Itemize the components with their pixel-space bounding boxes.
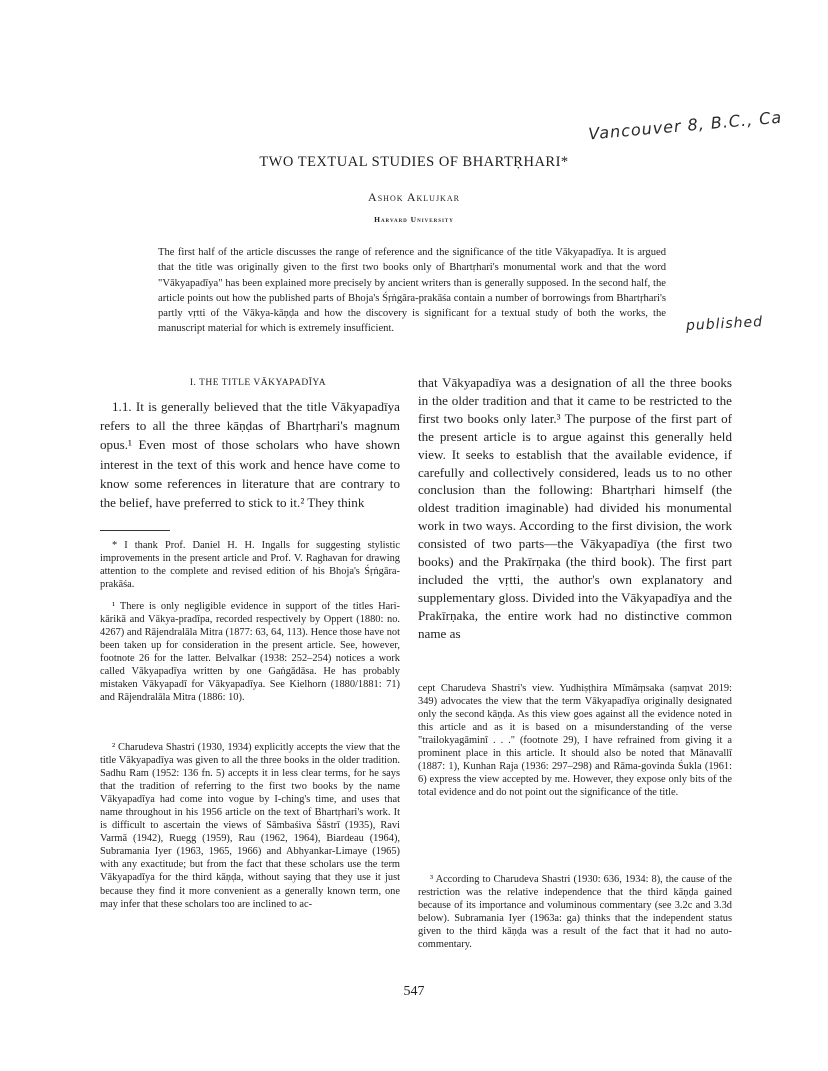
article-title: TWO TEXTUAL STUDIES OF BHARTṚHARI* (259, 154, 569, 170)
footnote-acknowledgement: * I thank Prof. Daniel H. H. Ingalls for suggesting stylistic improvements in the present article and Prof. V. Raghavan for drawing attention to the complete and revised edition of his Bhoja's Śṛṅgāra-prakāśa. (100, 540, 400, 591)
footnote-2-continued: cept Charudeva Shastri's view. Yudhiṣṭhira Mīmāṃsaka (saṃvat 2019: 349) advocates the view that the term Vākyapadīya originally designated only the second kāṇḍa. As this view goes against all the evidence noted in this article and as it is based on a misunderstanding of the verse "trailokyagāminī . . ." (footnote 29), I have refrained from giving it a prominent place in this article. It should also be noted that Mānavallī (1887: 1), Kunhan Raja (1936: 297–298) and Rāma-govinda Śukla (1961: 6) express the view accepted by me. However, they expose only bits of the total evidence and do not point out the significance of the title. (418, 683, 732, 799)
page-number: 547 (403, 984, 425, 999)
handwritten-margin-note: published (685, 313, 764, 335)
body-text-right-column: that Vākyapadīya was a designation of all the three books in the older tradition and that it came to be restricted to the first two books only later.³ The purpose of the first part of the present article is to argue against this generally held view. It seeks to establish that the available evidence, if carefully and collectively considered, leads us to no other conclusion than the following: Bhartṛhari himself (the oldest tradition imaginable) had divided his monumental work in two ways. According to the first division, the work consisted of two parts—the Vākyapadīya (the first two books) and the Prakīrṇaka (the third book). The first part included the vṛtti, the author's own explanatory and supplementary gloss. Divided into the Vākyapadīya and the Prakīrṇaka, the entire work had no distinctive common name as (418, 375, 732, 641)
section-heading: I. THE TITLE VĀKYAPADĪYA (189, 378, 327, 388)
footnote-1: ¹ There is only negligible evidence in support of the titles Hari-kārikā and Vākya-pradīpa, recorded respectively by Oppert (1880: no. 4267) and Rājendralāla Mitra (1877: 63, 64, 113). Hence those have not been taken up for consideration in the present article. See, however, footnote 26 for the latter. Belvalkar (1938: 252–254) notices a work called Vākyapadīya written by one Gaṅgādāsa. He has probably mistaken Vākyapadī for Vākyapadīya. See Kielhorn (1880/1881: 71) and Rājendralāla Mitra (1886: 10). (100, 601, 400, 704)
abstract: The first half of the article discusses the range of reference and the significance of the title Vākyapadīya. It is argued that the title was originally given to the first two books only of Bhartṛhari's monumental work and that the word "Vākyapadīya" has been explained more precisely by ancient writers than is generally supposed. In the second half, the article points out how the published parts of Bhoja's Śṛṅgāra-prakāśa contain a number of borrowings from Bhartṛhari's partly vṛtti of the Vākya-kāṇḍa and how the discovery is significant for a textual study of both the works, the manuscript material for which is extremely insufficient. (158, 247, 666, 335)
footnote-2: ² Charudeva Shastri (1930, 1934) explicitly accepts the view that the title Vākyapadīya was given to all the three books in the older tradition. Sadhu Ram (1952: 136 fn. 5) accepts it in less clear terms, for he says that the tradition of referring to the first two books by the name Vākyapadīya had come into vogue by I-ching's time, and uses that name throughout in his 1956 article on the text of Bhartṛhari's work. It is difficult to ascertain the views of Sāmbaśiva Śāstrī (1935), Ravi Varmā (1942), Ruegg (1959), Rau (1962, 1964), Biardeau (1964), Subramania Iyer (1963, 1965, 1966) and Abhyankar-Limaye (1965) with any exactitude; but from the fact that these scholars use the term Vākyapadīya for the third kāṇḍa, without saying that they use it just because they find it more convenient as a generally known term, one may infer that these scholars too are inclined to ac- (100, 742, 400, 910)
author-name: Ashok Aklujkar (368, 190, 460, 204)
handwritten-location-note: Vancouver 8, B.C., Ca (587, 107, 783, 144)
footnote-3: ³ According to Charudeva Shastri (1930: 636, 1934: 8), the cause of the restriction was the relative independence that the third kāṇḍa gained because of its importance and voluminous commentary (see 3.2c and 3.3d below). Subramania Iyer (1963a: ga) thinks that the independent status given to the third kāṇḍa was a result of the fact that it had no auto-commentary. (418, 874, 732, 951)
body-text-left-column: 1.1. It is generally believed that the title Vākyapadīya refers to all the three kāṇḍas of Bhartṛhari's magnum opus.¹ Even most of those scholars who have shown interest in the text of this work and hence have come to know some references in literature that are contrary to the belief, have preferred to stick to it.² They think (100, 399, 400, 511)
footnote-divider (100, 530, 170, 531)
author-affiliation: Harvard University (374, 215, 454, 224)
